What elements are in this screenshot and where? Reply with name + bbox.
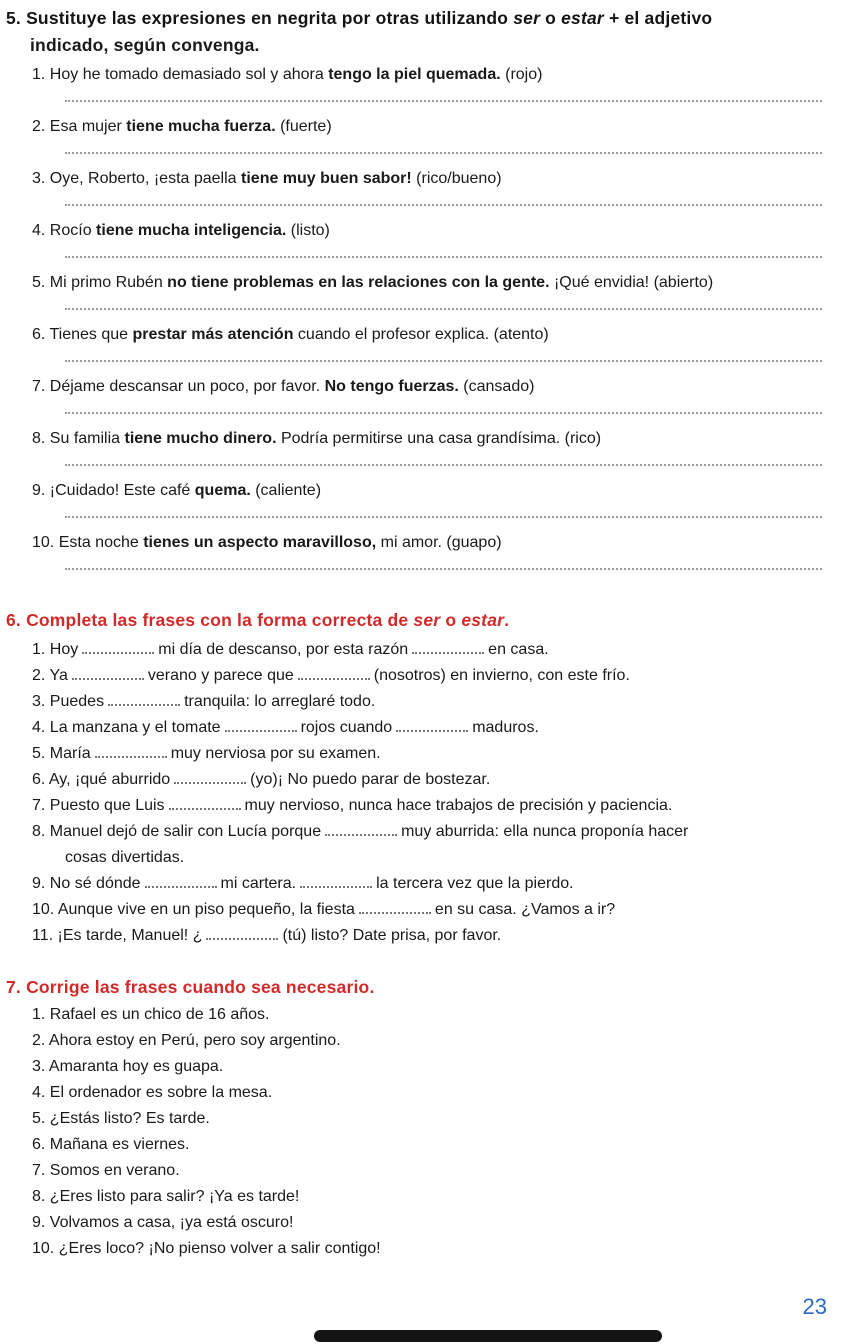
item-text: ¡Es tarde, Manuel! ¿ (57, 927, 203, 944)
item-text: (tú) listo? Date prisa, por favor. (282, 927, 502, 944)
fill-in-blank[interactable] (82, 642, 154, 654)
exercise-5-item (32, 326, 549, 344)
item-hint: (rico/bueno) (411, 170, 502, 187)
item-number: 8. (32, 430, 46, 447)
item-number: 6. (32, 771, 46, 788)
item-number: 5. (32, 274, 46, 291)
item-number: 10. (32, 1240, 55, 1257)
answer-line[interactable] (65, 256, 822, 258)
exercise-5-item (32, 66, 542, 84)
exercise-7-item (32, 1188, 299, 1206)
exercise-5-item (32, 378, 534, 396)
exercise-6-item (32, 797, 672, 815)
item-bold-phrase: tienes un aspecto maravilloso, (143, 534, 377, 551)
item-number: 10. (32, 901, 55, 918)
exercise-7-item (32, 1240, 381, 1258)
item-text: Oye, Roberto, ¡esta paella (49, 170, 242, 187)
item-text: verano y parece que (147, 667, 294, 684)
page-number: 23 (802, 1294, 827, 1319)
item-text: maduros. (472, 719, 539, 736)
item-text: Puesto que Luis (49, 797, 165, 814)
item-text: Aunque vive en un piso pequeño, la fiesta (57, 901, 355, 918)
item-hint: (rojo) (500, 66, 543, 83)
item-text: Ahora estoy en Perú, pero soy argentino. (48, 1032, 341, 1049)
item-number: 5. (32, 745, 46, 762)
home-indicator-bar[interactable] (314, 1330, 662, 1342)
item-number: 10. (32, 534, 55, 551)
answer-line[interactable] (65, 464, 822, 466)
item-text: Tienes que (49, 326, 133, 343)
exercise-6-item (32, 901, 615, 919)
fill-in-blank[interactable] (169, 798, 241, 810)
item-text: Ay, ¡qué aburrido (48, 771, 171, 788)
item-number: 9. (32, 1214, 46, 1231)
item-number: 3. (32, 1058, 46, 1075)
exercise-6-item (32, 875, 574, 893)
item-number: 3. (32, 170, 46, 187)
exercise-6-item (32, 745, 381, 763)
item-number: 2. (32, 118, 46, 135)
item-text: ¿Estás listo? Es tarde. (49, 1110, 210, 1127)
item-text: en su casa. ¿Vamos a ir? (434, 901, 616, 918)
item-text: Hoy he tomado demasiado sol y ahora (49, 66, 329, 83)
fill-in-blank[interactable] (298, 668, 370, 680)
fill-in-blank[interactable] (108, 694, 180, 706)
item-text: Ya (49, 667, 68, 684)
item-number: 2. (32, 1032, 46, 1049)
item-text: Esta noche (58, 534, 144, 551)
item-number: 7. (32, 1162, 46, 1179)
exercise-6-item (32, 693, 375, 711)
item-bold-phrase: tiene muy buen sabor! (241, 170, 412, 187)
fill-in-blank[interactable] (225, 720, 297, 732)
item-bold-phrase: prestar más atención (132, 326, 294, 343)
item-hint: (caliente) (250, 482, 322, 499)
item-number: 4. (32, 719, 46, 736)
exercise-7-item (32, 1084, 272, 1102)
item-number: 3. (32, 693, 46, 710)
item-text: (nosotros) en invierno, con este frío. (373, 667, 630, 684)
item-text: El ordenador es sobre la mesa. (49, 1084, 273, 1101)
fill-in-blank[interactable] (396, 720, 468, 732)
answer-line[interactable] (65, 152, 822, 154)
exercise-6-item (32, 771, 490, 789)
item-text: mi día de descanso, por esta razón (158, 641, 409, 658)
exercise-7-item (32, 1110, 210, 1128)
item-bold-phrase: tiene mucha fuerza. (126, 118, 276, 135)
answer-line[interactable] (65, 100, 822, 102)
exercise-7-item (32, 1136, 189, 1154)
item-text: mi cartera. (220, 875, 297, 892)
answer-line[interactable] (65, 412, 822, 414)
item-hint: Podría permitirse una casa grandísima. (rico) (276, 430, 602, 447)
answer-line[interactable] (65, 360, 822, 362)
item-number: 1. (32, 641, 46, 658)
fill-in-blank[interactable] (359, 902, 431, 914)
item-bold-phrase: quema. (194, 482, 251, 499)
exercise-5-item (32, 170, 502, 188)
item-text: Rocío (49, 222, 97, 239)
item-hint: (fuerte) (275, 118, 332, 135)
item-text: tranquila: lo arreglaré todo. (184, 693, 376, 710)
answer-line[interactable] (65, 516, 822, 518)
exercise-5-item (32, 534, 502, 552)
item-text: (yo)¡ No puedo parar de bostezar. (250, 771, 491, 788)
item-text: ¿Eres loco? ¡No pienso volver a salir contigo! (58, 1240, 381, 1257)
item-hint: cuando el profesor explica. (atento) (293, 326, 549, 343)
exercise-7-item (32, 1032, 341, 1050)
item-bold-phrase: tengo la piel quemada. (328, 66, 501, 83)
fill-in-blank[interactable] (174, 772, 246, 784)
exercise-7-item (32, 1006, 270, 1024)
exercise-7-item (32, 1058, 223, 1076)
exercise-6-item (32, 641, 549, 659)
item-text: muy nerviosa por su examen. (170, 745, 381, 762)
item-number: 2. (32, 667, 46, 684)
item-text: ¿Eres listo para salir? ¡Ya es tarde! (49, 1188, 300, 1205)
item-number: 6. (32, 1136, 46, 1153)
item-text: Amaranta hoy es guapa. (48, 1058, 224, 1075)
item-number: 7. (32, 378, 46, 395)
item-continuation: cosas divertidas. (65, 849, 185, 866)
item-text: Mi primo Rubén (49, 274, 168, 291)
item-text: muy aburrida: ella nunca proponía hacer (401, 823, 689, 840)
item-text: la tercera vez que la pierdo. (376, 875, 574, 892)
exercise-6-item (32, 667, 630, 685)
fill-in-blank[interactable] (72, 668, 144, 680)
item-text: Rafael es un chico de 16 años. (49, 1006, 270, 1023)
item-text: muy nervioso, nunca hace trabajos de precisión y paciencia. (244, 797, 673, 814)
item-number: 9. (32, 482, 46, 499)
item-text: Esa mujer (49, 118, 127, 135)
item-number: 7. (32, 797, 46, 814)
item-text: en casa. (488, 641, 549, 658)
item-hint: (listo) (286, 222, 330, 239)
exercise-5-item (32, 430, 601, 448)
exercise-6-item (32, 927, 501, 945)
answer-line[interactable] (65, 308, 822, 310)
item-text: La manzana y el tomate (49, 719, 221, 736)
exercise-5-item (32, 222, 330, 240)
fill-in-blank[interactable] (412, 642, 484, 654)
item-bold-phrase: no tiene problemas en las relaciones con la gente. (167, 274, 550, 291)
item-text: rojos cuando (300, 719, 393, 736)
item-number: 8. (32, 823, 46, 840)
exercise-5-item (32, 118, 332, 136)
item-text: Puedes (49, 693, 105, 710)
exercise-7-item (32, 1214, 293, 1232)
item-number: 8. (32, 1188, 46, 1205)
item-number: 4. (32, 1084, 46, 1101)
item-number: 9. (32, 875, 46, 892)
exercise-5-item (32, 482, 321, 500)
answer-line[interactable] (65, 568, 822, 570)
fill-in-blank[interactable] (95, 746, 167, 758)
answer-line[interactable] (65, 204, 822, 206)
item-number: 1. (32, 66, 46, 83)
item-hint: mi amor. (guapo) (376, 534, 502, 551)
section-7-title: 7. Corrige las frases cuando sea necesario. (6, 977, 375, 997)
fill-in-blank[interactable] (325, 824, 397, 836)
item-number: 6. (32, 326, 46, 343)
item-text: María (49, 745, 91, 762)
item-number: 5. (32, 1110, 46, 1127)
item-number: 11. (32, 927, 54, 944)
item-text: Volvamos a casa, ¡ya está oscuro! (49, 1214, 294, 1231)
item-text: Manuel dejó de salir con Lucía porque (49, 823, 322, 840)
item-hint: (cansado) (458, 378, 535, 395)
section-6-title: 6. Completa las frases con la forma correcta de ser o estar. (6, 610, 510, 630)
fill-in-blank[interactable] (145, 876, 217, 888)
exercise-5-item (32, 274, 713, 292)
exercise-6-item (32, 719, 539, 737)
section-5-title: 5. Sustituye las expresiones en negrita por otras utilizando ser o estar + el adjetivo indicado, según convenga. (6, 8, 713, 55)
item-number: 1. (32, 1006, 46, 1023)
item-bold-phrase: No tengo fuerzas. (324, 378, 459, 395)
item-text: Mañana es viernes. (49, 1136, 190, 1153)
item-text: Déjame descansar un poco, por favor. (49, 378, 325, 395)
exercise-7-item (32, 1162, 180, 1180)
item-text: ¡Cuidado! Este café (49, 482, 195, 499)
item-hint: ¡Qué envidia! (abierto) (549, 274, 714, 291)
exercise-6-item (32, 823, 688, 841)
item-bold-phrase: tiene mucho dinero. (124, 430, 277, 447)
item-text: Somos en verano. (49, 1162, 180, 1179)
item-bold-phrase: tiene mucha inteligencia. (96, 222, 287, 239)
item-text: Hoy (49, 641, 79, 658)
fill-in-blank[interactable] (300, 876, 372, 888)
fill-in-blank[interactable] (206, 928, 278, 940)
item-number: 4. (32, 222, 46, 239)
item-text: Su familia (49, 430, 125, 447)
item-text: No sé dónde (49, 875, 141, 892)
